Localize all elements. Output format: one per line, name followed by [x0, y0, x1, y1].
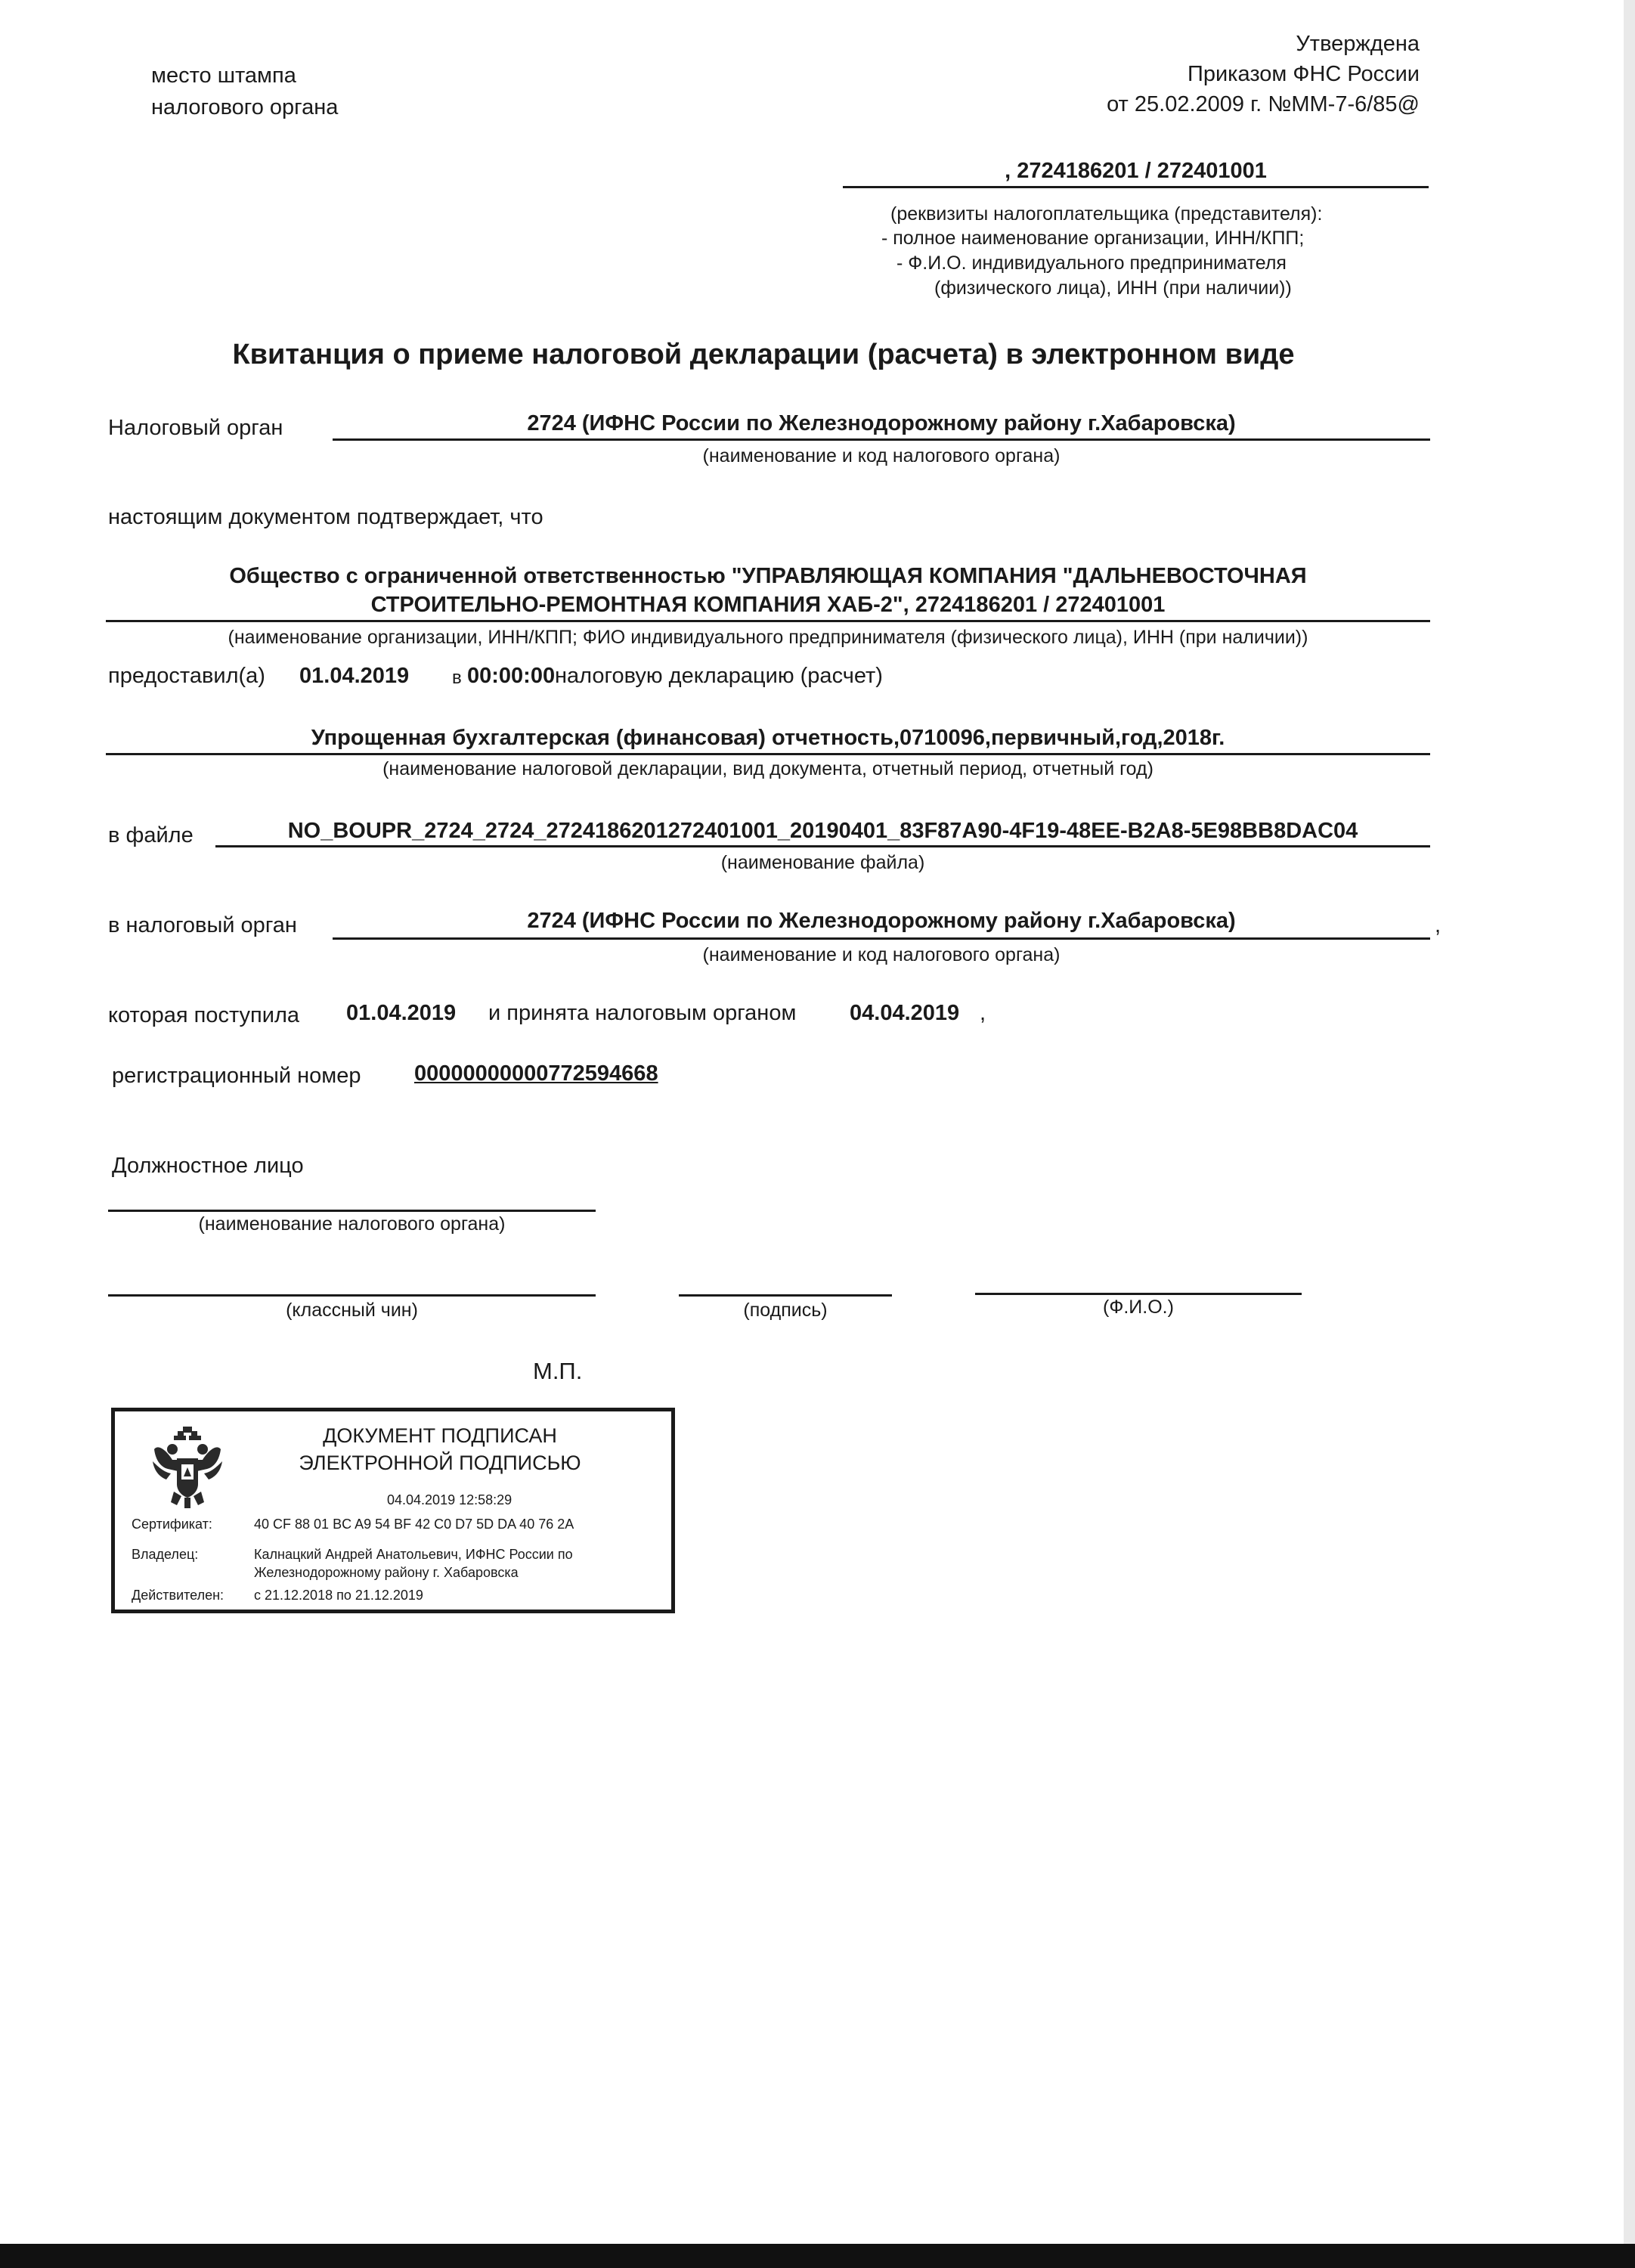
seal-place: М.П.	[533, 1358, 583, 1384]
accepted-comma: ,	[980, 1001, 986, 1025]
rank-underline	[108, 1294, 596, 1297]
accepted-date: 04.04.2019	[850, 1001, 960, 1025]
scan-bottom-bar	[0, 2244, 1635, 2268]
stamp-title-line2: ЭЛЕКТРОННОЙ ПОДПИСЬЮ	[299, 1452, 581, 1474]
tax-authority-value: 2724 (ИФНС России по Железнодорожному району г.Хабаровска)	[527, 411, 1236, 435]
to-authority-caption: (наименование и код налогового органа)	[702, 944, 1061, 965]
taxpayer-caption-line2: - полное наименование организации, ИНН/КПП;	[881, 228, 1305, 249]
page-title: Квитанция о приеме налоговой декларации (расчета) в электронном виде	[232, 339, 1295, 370]
stamp-owner-label: Владелец:	[132, 1547, 199, 1562]
approved-line1: Утверждена	[1296, 32, 1420, 56]
stamp-owner-line2: Железнодорожному району г. Хабаровска	[254, 1565, 519, 1580]
registration-label: регистрационный номер	[112, 1064, 361, 1088]
signature-caption: (подпись)	[743, 1300, 828, 1321]
registration-number: 00000000000772594668	[414, 1061, 658, 1086]
stamp-valid-label: Действителен:	[132, 1588, 225, 1603]
stamp-cert-value: 40 CF 88 01 BC A9 54 BF 42 C0 D7 5D DA 40 76 2A	[254, 1517, 574, 1532]
file-value: NO_BOUPR_2724_2724_2724186201272401001_20190401_83F87A90-4F19-48EE-B2A8-5E98BB8DAC04	[287, 819, 1358, 843]
name-caption: (Ф.И.О.)	[1103, 1297, 1174, 1318]
official-org-caption: (наименование налогового органа)	[198, 1213, 506, 1235]
approved-line3: от 25.02.2009 г. №ММ-7-6/85@	[1107, 92, 1420, 116]
accepted-label: и принята налоговым органом	[488, 1001, 797, 1025]
stamp-cert-label: Сертификат:	[132, 1517, 212, 1532]
received-label: которая поступила	[108, 1003, 299, 1027]
stamp-place-line2: налогового органа	[151, 95, 339, 119]
taxpayer-caption-line3: - Ф.И.О. индивидуального предпринимателя	[896, 253, 1287, 274]
tax-authority-underline	[333, 438, 1430, 441]
official-label: Должностное лицо	[112, 1154, 304, 1178]
to-authority-label: в налоговый орган	[108, 913, 297, 937]
stamp-owner-line1: Калнацкий Андрей Анатольевич, ИФНС России по	[254, 1547, 573, 1562]
stamp-datetime: 04.04.2019 12:58:29	[387, 1492, 512, 1507]
declaration-value: Упрощенная бухгалтерская (финансовая) отчетность,0710096,первичный,год,2018г.	[311, 726, 1225, 750]
to-authority-underline	[333, 937, 1430, 940]
to-authority-value: 2724 (ИФНС России по Железнодорожному району г.Хабаровска)	[527, 909, 1236, 933]
approved-line2: Приказом ФНС России	[1188, 62, 1420, 86]
confirms-text: настоящим документом подтверждает, что	[108, 505, 543, 529]
tax-authority-label: Налоговый орган	[108, 416, 283, 440]
electronic-signature-stamp	[111, 1408, 675, 1613]
organization-line1: Общество с ограниченной ответственностью "УПРАВЛЯЮЩАЯ КОМПАНИЯ "ДАЛЬНЕВОСТОЧНАЯ	[229, 564, 1307, 588]
stamp-valid-value: с 21.12.2018 по 21.12.2019	[254, 1588, 423, 1603]
signature-underline	[679, 1294, 892, 1297]
taxpayer-caption-line4: (физического лица), ИНН (при наличии))	[934, 277, 1292, 299]
declaration-caption: (наименование налоговой декларации, вид документа, отчетный период, отчетный год)	[382, 758, 1153, 779]
taxpayer-value: , 2724186201 / 272401001	[1005, 159, 1267, 183]
to-authority-comma: ,	[1435, 913, 1441, 937]
submitted-label: предоставил(а)	[108, 664, 265, 688]
declaration-underline	[106, 753, 1430, 755]
taxpayer-underline	[843, 186, 1429, 188]
submitted-suffix: налоговую декларацию (расчет)	[555, 664, 883, 688]
organization-underline	[106, 620, 1430, 622]
russian-coat-of-arms-icon	[151, 1427, 224, 1511]
rank-caption: (классный чин)	[286, 1300, 418, 1321]
stamp-title-line1: ДОКУМЕНТ ПОДПИСАН	[323, 1424, 557, 1447]
organization-caption: (наименование организации, ИНН/КПП; ФИО индивидуального предпринимателя (физического лица), ИНН (при наличии))	[228, 627, 1308, 648]
submitted-in-word: в	[452, 668, 462, 688]
file-underline	[215, 845, 1430, 847]
submitted-date: 01.04.2019	[299, 664, 410, 688]
stamp-place-line1: место штампа	[151, 64, 296, 88]
organization-line2: СТРОИТЕЛЬНО-РЕМОНТНАЯ КОМПАНИЯ ХАБ-2", 2724186201 / 272401001	[370, 593, 1166, 617]
taxpayer-caption-line1: (реквизиты налогоплательщика (представителя):	[890, 203, 1323, 225]
file-label: в файле	[108, 823, 194, 847]
name-underline	[975, 1293, 1302, 1295]
submitted-time: 00:00:00	[467, 664, 556, 688]
file-caption: (наименование файла)	[720, 852, 925, 873]
scan-edge-shadow	[1624, 0, 1635, 2244]
received-date: 01.04.2019	[346, 1001, 457, 1025]
official-org-underline	[108, 1210, 596, 1212]
tax-authority-caption: (наименование и код налогового органа)	[702, 445, 1061, 466]
